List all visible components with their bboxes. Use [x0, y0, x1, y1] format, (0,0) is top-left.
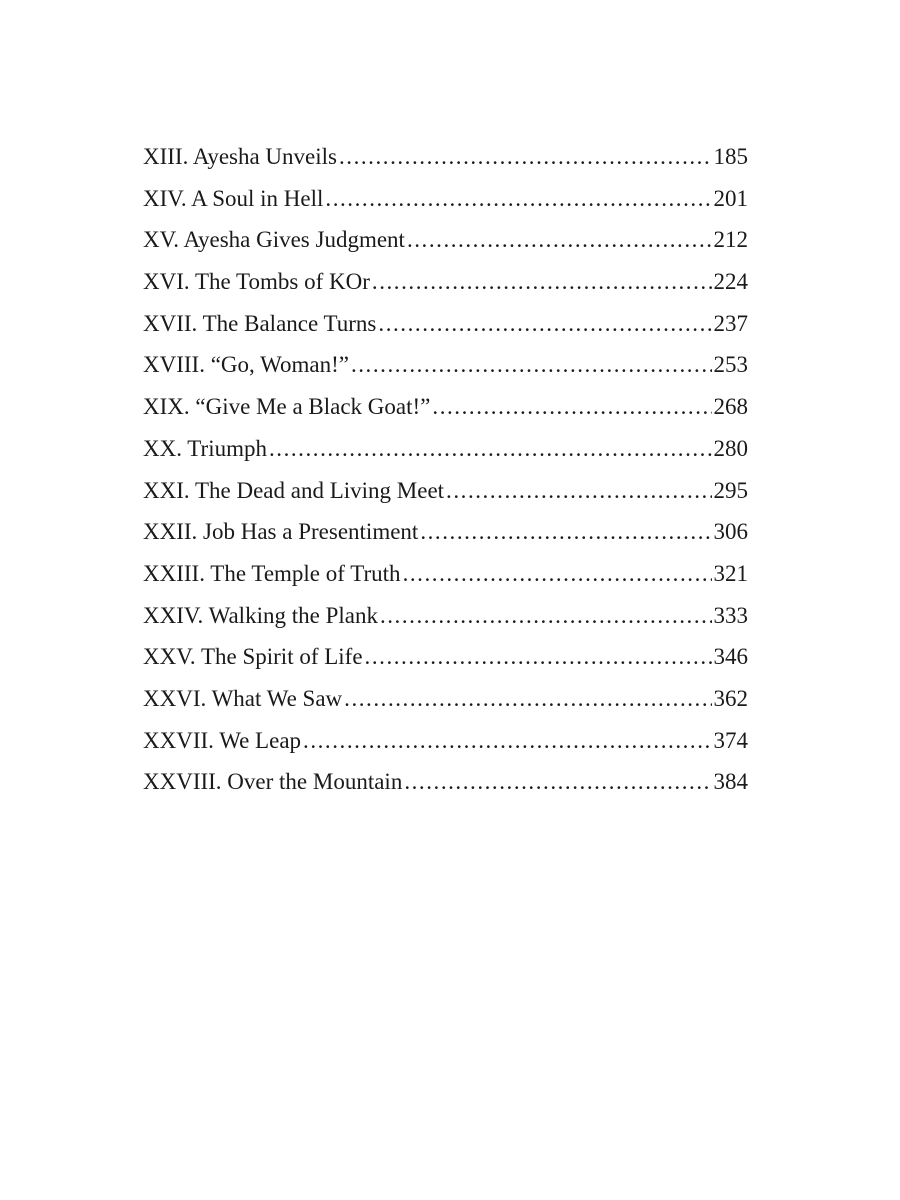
toc-entry-title: XVIII. “Go, Woman!”: [143, 352, 349, 378]
toc-entry[interactable]: [143, 511, 748, 553]
toc-entry[interactable]: [143, 303, 748, 345]
toc-entry-page: 362: [713, 685, 748, 711]
toc-entry-title: XIII. Ayesha Unveils: [143, 144, 337, 169]
toc-entry-page: 384: [713, 769, 748, 795]
toc-dot-leader: [303, 720, 711, 762]
toc-entry-page: 295: [713, 477, 748, 503]
toc-entry[interactable]: [143, 595, 748, 637]
toc-dot-leader: [325, 178, 711, 220]
toc-entry-title: XXVII. We Leap: [143, 727, 302, 753]
toc-dot-leader: [404, 761, 711, 803]
toc-entry-title: XXIV. Walking the Plank: [143, 602, 378, 628]
toc-entry[interactable]: [143, 720, 748, 762]
toc-dot-leader: [432, 386, 711, 428]
toc-entry-page: 224: [713, 269, 748, 295]
toc-dot-leader: [380, 595, 712, 637]
toc-entry[interactable]: [143, 386, 748, 428]
toc-entry[interactable]: [143, 636, 748, 678]
toc-entry[interactable]: [143, 428, 748, 470]
toc-entry-page: 333: [713, 602, 748, 628]
toc-entry-title: XV. Ayesha Gives Judgment: [143, 227, 405, 253]
toc-entry-title: XXI. The Dead and Living Meet: [143, 477, 445, 503]
toc-entry-title: XX. Triumph: [143, 435, 267, 461]
toc-dot-leader: [365, 636, 712, 678]
toc-entry-page: 306: [713, 519, 748, 545]
toc-entry-title: XVI. The Tombs of KOr: [143, 269, 370, 295]
toc-entry[interactable]: [143, 261, 748, 303]
toc-entry[interactable]: [143, 344, 748, 386]
toc-entry-page: 346: [713, 644, 748, 670]
toc-entry-title: XIX. “Give Me a Black Goat!”: [143, 394, 431, 420]
toc-entry-title: XVII. The Balance Turns: [143, 310, 377, 336]
toc-dot-leader: [372, 261, 712, 303]
toc-entry[interactable]: [143, 470, 748, 512]
toc-dot-leader: [420, 511, 711, 553]
toc-entry-page: 268: [713, 394, 748, 420]
toc-dot-leader: [269, 428, 712, 470]
toc-dot-leader: [378, 303, 711, 345]
toc-entry[interactable]: [143, 678, 748, 720]
toc-entry-title: XXV. The Spirit of Life: [143, 644, 363, 670]
toc-entry-page: 253: [713, 352, 748, 378]
toc-entry-title: XIV. A Soul in Hell: [143, 185, 324, 211]
toc-entry-title: XXVIII. Over the Mountain: [143, 769, 403, 795]
toc-entry[interactable]: [143, 178, 748, 220]
toc-entry[interactable]: [143, 136, 748, 178]
toc-entry-title: XXIII. The Temple of Truth: [143, 560, 401, 586]
toc-entry-title: XXVI. What We Saw: [143, 685, 343, 711]
toc-dot-leader: [344, 678, 711, 720]
toc-entry-page: 321: [713, 560, 748, 586]
toc-dot-leader: [446, 470, 711, 512]
toc-entry[interactable]: [143, 761, 748, 803]
toc-dot-leader: [351, 344, 712, 386]
toc-dot-leader: [339, 136, 712, 178]
toc-entry-page: 374: [713, 727, 748, 753]
toc-entry-page: 237: [713, 310, 748, 336]
table-of-contents: [143, 136, 748, 803]
toc-dot-leader: [407, 219, 712, 261]
toc-entry[interactable]: [143, 219, 748, 261]
toc-entry-page: 185: [713, 144, 748, 169]
toc-entry[interactable]: [143, 553, 748, 595]
toc-entry-title: XXII. Job Has a Presentiment: [143, 519, 419, 545]
toc-entry-page: 212: [713, 227, 748, 253]
toc-dot-leader: [403, 553, 712, 595]
toc-entry-page: 280: [713, 435, 748, 461]
toc-entry-page: 201: [713, 185, 748, 211]
